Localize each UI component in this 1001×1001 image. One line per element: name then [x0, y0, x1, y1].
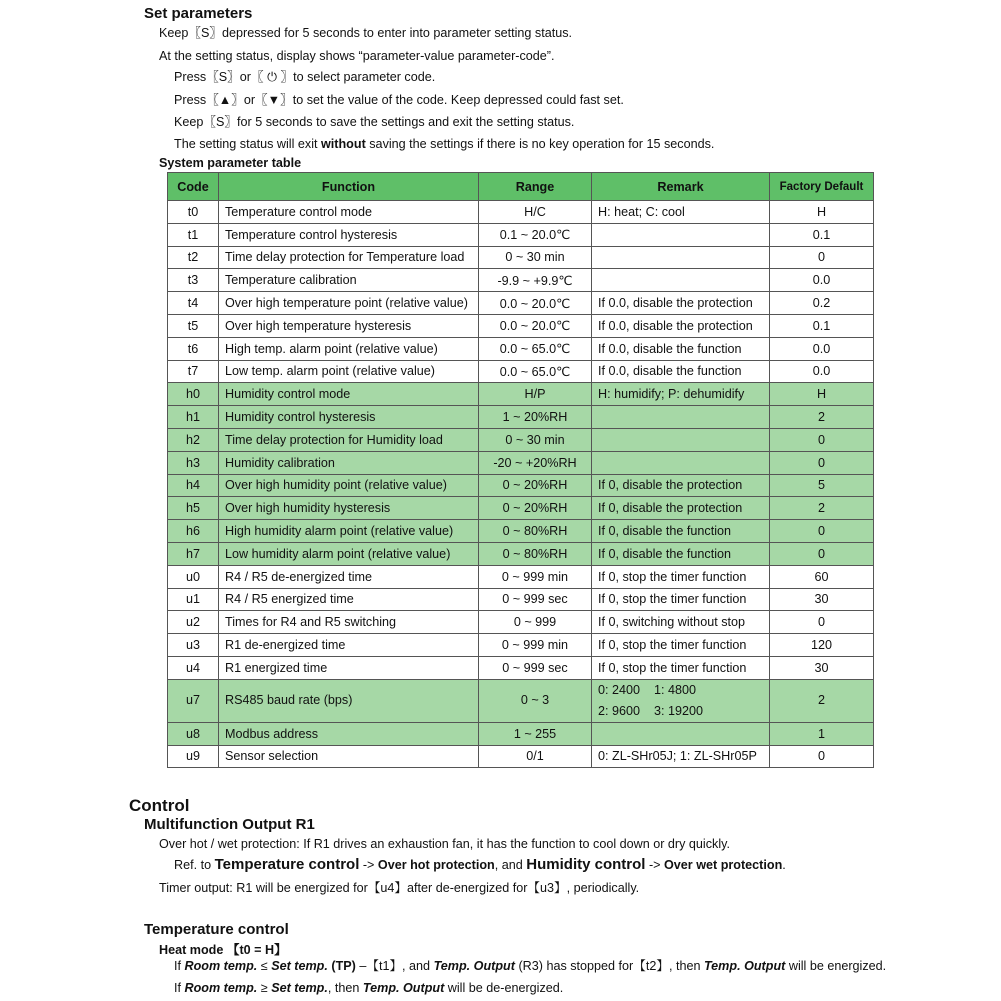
exit-note-post: saving the settings if there is no key operation for 15 seconds. [365, 137, 715, 151]
cell-remark: If 0.0, disable the function [592, 360, 770, 383]
cell-default: 0 [770, 611, 874, 634]
instruction-line: Press〖▲〗or〖▼〗to set the value of the code. Keep depressed could fast set. [174, 93, 624, 107]
exit-note [174, 136, 714, 152]
cell-function: Time delay protection for Temperature load [219, 246, 479, 269]
cell-remark: If 0, stop the timer function [592, 565, 770, 588]
cell-code: h1 [168, 406, 219, 429]
cell-range: 0 ~ 80%RH [479, 520, 592, 543]
cell-range: 0.0 ~ 20.0℃ [479, 292, 592, 315]
cell-default: 2 [770, 497, 874, 520]
cell-function: Over high temperature hysteresis [219, 314, 479, 337]
cell-function: R1 energized time [219, 656, 479, 679]
cell-function: Time delay protection for Humidity load [219, 428, 479, 451]
header-code: Code [168, 173, 219, 201]
table-row [168, 360, 874, 383]
cell-range: 0.0 ~ 20.0℃ [479, 314, 592, 337]
system-parameter-table [167, 172, 874, 768]
text: If [174, 959, 185, 973]
cell-remark: If 0, disable the protection [592, 474, 770, 497]
table-row [168, 679, 874, 722]
table-row [168, 745, 874, 768]
table-row [168, 383, 874, 406]
cell-default: 2 [770, 679, 874, 722]
cell-code: h6 [168, 520, 219, 543]
text: ≥ [257, 981, 272, 995]
cell-remark [592, 269, 770, 292]
text: (R3) has stopped for【t2】, then [514, 959, 704, 973]
cell-remark: If 0.0, disable the function [592, 337, 770, 360]
cell-default: 0.0 [770, 269, 874, 292]
cell-default: 0.2 [770, 292, 874, 315]
cell-default: 0 [770, 542, 874, 565]
cell-remark [592, 406, 770, 429]
cell-default: 0 [770, 451, 874, 474]
cell-function: Over high humidity hysteresis [219, 497, 479, 520]
table-row [168, 451, 874, 474]
ref-pre: Ref. to [174, 858, 215, 872]
cell-code: u0 [168, 565, 219, 588]
cell-function: Low temp. alarm point (relative value) [219, 360, 479, 383]
table-row [168, 611, 874, 634]
cell-function: Sensor selection [219, 745, 479, 768]
cell-code: h7 [168, 542, 219, 565]
cell-default: 0.0 [770, 337, 874, 360]
cell-function: R4 / R5 de-energized time [219, 565, 479, 588]
table-row [168, 269, 874, 292]
set-parameters-heading: Set parameters [144, 5, 253, 22]
cell-code: t1 [168, 223, 219, 246]
cell-range: 0 ~ 3 [479, 679, 592, 722]
cell-default: 5 [770, 474, 874, 497]
instruction-line: Keep〖S〗for 5 seconds to save the settings and exit the setting status. [174, 115, 575, 129]
table-row [168, 201, 874, 224]
table-row [168, 565, 874, 588]
cell-default: 0.0 [770, 360, 874, 383]
ref-over-hot: Over hot protection [377, 858, 495, 872]
cell-range: 0 ~ 999 [479, 611, 592, 634]
cell-range: 0 ~ 999 min [479, 634, 592, 657]
cell-default: 0.1 [770, 223, 874, 246]
header-range: Range [479, 173, 592, 201]
instruction-line: Keep〖S〗depressed for 5 seconds to enter into parameter setting status. [159, 26, 573, 40]
table-title: System parameter table [159, 156, 302, 170]
cell-code: t7 [168, 360, 219, 383]
table-row [168, 428, 874, 451]
cell-function: Humidity control hysteresis [219, 406, 479, 429]
ref-arrow: -> [359, 858, 378, 872]
cell-function: Times for R4 and R5 switching [219, 611, 479, 634]
cell-code: t5 [168, 314, 219, 337]
table-row [168, 656, 874, 679]
cell-function: High temp. alarm point (relative value) [219, 337, 479, 360]
table-header-row [168, 173, 874, 201]
cell-remark: If 0, disable the protection [592, 497, 770, 520]
cell-default: 0 [770, 520, 874, 543]
remark-line: 0: 2400 1: 4800 [598, 682, 697, 697]
set-temp: Set temp. [271, 981, 328, 995]
header-factory-default: Factory Default [770, 173, 874, 201]
cell-range: 0/1 [479, 745, 592, 768]
heat-mode-heading: Heat mode 【t0 = H】 [159, 943, 287, 957]
cell-code: t0 [168, 201, 219, 224]
cell-range: 0 ~ 30 min [479, 246, 592, 269]
cell-remark: H: humidify; P: dehumidify [592, 383, 770, 406]
cell-code: t4 [168, 292, 219, 315]
cell-code: u8 [168, 722, 219, 745]
cell-default: 30 [770, 656, 874, 679]
table-body [168, 201, 874, 768]
cell-function: High humidity alarm point (relative value) [219, 520, 479, 543]
table-row [168, 722, 874, 745]
cell-default: 2 [770, 406, 874, 429]
temp-output: Temp. Output [703, 959, 786, 973]
cell-code: h4 [168, 474, 219, 497]
cell-range: 0.0 ~ 65.0℃ [479, 337, 592, 360]
cell-range: 0 ~ 999 sec [479, 656, 592, 679]
cell-code: u4 [168, 656, 219, 679]
table-row [168, 634, 874, 657]
cell-code: u2 [168, 611, 219, 634]
text: will be de-energized. [444, 981, 564, 995]
cell-range: H/P [479, 383, 592, 406]
table-row [168, 520, 874, 543]
table-row [168, 406, 874, 429]
cell-function: Temperature control mode [219, 201, 479, 224]
instruction-line: At the setting status, display shows “parameter-value parameter-code”. [159, 49, 555, 63]
table-row [168, 542, 874, 565]
r1-line: Over hot / wet protection: If R1 drives an exhaustion fan, it has the function to cool down or dry quickly. [159, 837, 730, 851]
control-heading: Control [129, 796, 190, 815]
set-temp: Set temp. [271, 959, 328, 973]
cell-range: 0 ~ 20%RH [479, 474, 592, 497]
text: If [174, 981, 185, 995]
cell-function: Modbus address [219, 722, 479, 745]
r1-heading: Multifunction Output R1 [144, 816, 315, 833]
cell-remark: If 0, disable the function [592, 542, 770, 565]
table-row [168, 588, 874, 611]
cell-remark: If 0.0, disable the protection [592, 314, 770, 337]
ref-over-wet: Over wet protection [664, 858, 783, 872]
cell-default: 1 [770, 722, 874, 745]
cell-remark [592, 722, 770, 745]
cell-function: Low humidity alarm point (relative value) [219, 542, 479, 565]
cell-function: Over high humidity point (relative value) [219, 474, 479, 497]
timer-line: Timer output: R1 will be energized for【u4】after de-energized for【u3】, periodically. [159, 881, 640, 895]
table-row [168, 314, 874, 337]
text: ≤ [257, 959, 272, 973]
cell-range: 0 ~ 999 min [479, 565, 592, 588]
ref-mid: , and [494, 858, 527, 872]
cell-remark: If 0, disable the function [592, 520, 770, 543]
text: –【t1】, and [355, 959, 434, 973]
cell-function: RS485 baud rate (bps) [219, 679, 479, 722]
cell-default: 0 [770, 428, 874, 451]
header-function: Function [219, 173, 479, 201]
cell-range: -9.9 ~ +9.9℃ [479, 269, 592, 292]
cell-range: H/C [479, 201, 592, 224]
ref-humidity-control: Humidity control [526, 856, 646, 873]
cell-function: R1 de-energized time [219, 634, 479, 657]
cell-remark: If 0, switching without stop [592, 611, 770, 634]
cell-range: 0.0 ~ 65.0℃ [479, 360, 592, 383]
cell-code: u7 [168, 679, 219, 722]
cell-remark [592, 223, 770, 246]
table-row [168, 474, 874, 497]
cell-default: 120 [770, 634, 874, 657]
cell-code: u3 [168, 634, 219, 657]
cell-default: 0.1 [770, 314, 874, 337]
exit-note-bold: without [321, 137, 366, 151]
table-row [168, 246, 874, 269]
cell-code: h2 [168, 428, 219, 451]
exit-note-pre: The setting status will exit [174, 137, 321, 151]
cell-range: 0 ~ 999 sec [479, 588, 592, 611]
cell-range: 0.1 ~ 20.0℃ [479, 223, 592, 246]
ref-end: . [782, 858, 786, 872]
cell-range: 1 ~ 20%RH [479, 406, 592, 429]
cell-code: h0 [168, 383, 219, 406]
temp-output: Temp. Output [433, 959, 515, 973]
table-row [168, 337, 874, 360]
cell-remark [592, 246, 770, 269]
table-row [168, 292, 874, 315]
heat-rule-line [174, 958, 886, 974]
cell-range: -20 ~ +20%RH [479, 451, 592, 474]
heat-rule-line [174, 980, 563, 996]
cell-range: 1 ~ 255 [479, 722, 592, 745]
cell-default: 60 [770, 565, 874, 588]
cell-code: t3 [168, 269, 219, 292]
cell-function: Temperature calibration [219, 269, 479, 292]
cell-code: t2 [168, 246, 219, 269]
instruction-line: Press〖S〗or〖 ⏻ 〗to select parameter code. [174, 70, 436, 84]
room-temp: Room temp. [184, 959, 258, 973]
cell-remark [592, 451, 770, 474]
cell-remark: If 0, stop the timer function [592, 588, 770, 611]
cell-default: H [770, 201, 874, 224]
cell-remark: If 0, stop the timer function [592, 656, 770, 679]
room-temp: Room temp. [184, 981, 258, 995]
cell-code: h5 [168, 497, 219, 520]
cell-code: u1 [168, 588, 219, 611]
cell-code: h3 [168, 451, 219, 474]
cell-range: 0 ~ 30 min [479, 428, 592, 451]
cell-code: t6 [168, 337, 219, 360]
cell-range: 0 ~ 20%RH [479, 497, 592, 520]
temp-output: Temp. Output [362, 981, 445, 995]
ref-line [174, 857, 786, 873]
cell-function: Humidity control mode [219, 383, 479, 406]
cell-default: 0 [770, 246, 874, 269]
cell-default: 30 [770, 588, 874, 611]
text: , then [327, 981, 363, 995]
header-remark: Remark [592, 173, 770, 201]
ref-temperature-control: Temperature control [214, 856, 360, 873]
tp-label: (TP) [327, 959, 356, 973]
cell-remark: If 0.0, disable the protection [592, 292, 770, 315]
cell-function: Temperature control hysteresis [219, 223, 479, 246]
cell-remark: 0: ZL-SHr05J; 1: ZL-SHr05P [592, 745, 770, 768]
remark-line: 2: 9600 3: 19200 [598, 703, 704, 718]
ref-arrow: -> [645, 858, 664, 872]
temperature-control-heading: Temperature control [144, 921, 289, 938]
cell-function: Over high temperature point (relative value) [219, 292, 479, 315]
cell-code: u9 [168, 745, 219, 768]
cell-default: H [770, 383, 874, 406]
cell-range: 0 ~ 80%RH [479, 542, 592, 565]
table-row [168, 497, 874, 520]
cell-remark: H: heat; C: cool [592, 201, 770, 224]
table-row [168, 223, 874, 246]
cell-default: 0 [770, 745, 874, 768]
cell-remark [592, 428, 770, 451]
cell-function: Humidity calibration [219, 451, 479, 474]
text: will be energized. [785, 959, 887, 973]
cell-remark: If 0, stop the timer function [592, 634, 770, 657]
cell-function: R4 / R5 energized time [219, 588, 479, 611]
cell-remark [592, 679, 770, 722]
